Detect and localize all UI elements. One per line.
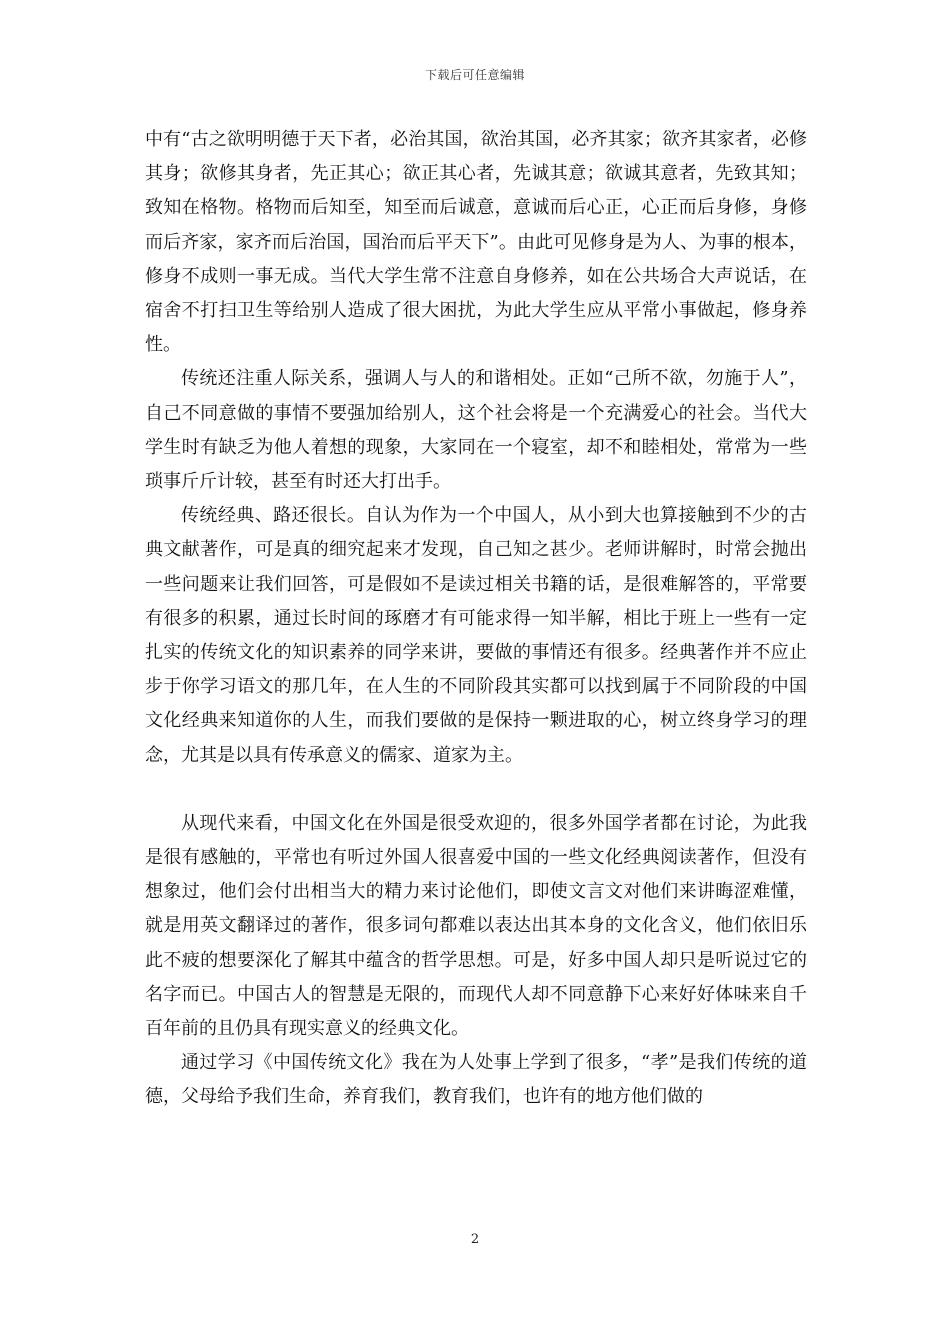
page-header: 下载后可任意编辑 xyxy=(424,68,525,82)
paragraph-modern-view: 从现代来看，中国文化在外国是很受欢迎的，很多外国学者都在讨论，为此我是很有感触的，平常也有听过外国人很喜爱中国的一些文化经典阅读著作，但没有想象过，他们会付出相当大的精力来讨论他们，即使文言文对他们来讲晦涩难懂，就是用英文翻译过的著作，很多词句都难以表达出其本身的文化含义，他们依旧乐此不疲的想要深化了解其中蕴含的哲学思想。可是，好多中国人却只是听说过它的名字而已。中国古人的智慧是无限的，而现代人却不同意静下心来好好体味来自千百年前的且仍具有现实意义的经典文化。 xyxy=(145,812,807,1040)
paragraph-classics-long-road: 传统经典、路还很长。自认为作为一个中国人，从小到大也算接触到不少的古典文献著作，可是真的细究起来才发现，自己知之甚少。老师讲解时，时常会抛出一些问题来让我们回答，可是假如不是读过相关书籍的话，是很难解答的，平常要有很多的积累，通过长时间的琢磨才有可能求得一知半解，相比于班上一些有一定扎实的传统文化的知识素养的同学来讲，要做的事情还有很多。经典著作并不应止步于你学习语文的那几年，在人生的不同阶段其实都可以找到属于不同阶段的中国文化经典来知道你的人生，而我们要做的是保持一颗进取的心，树立终身学习的理念，尤其是以具有传承意义的儒家、道家为主。 xyxy=(145,505,807,766)
page-number: 2 xyxy=(470,1232,480,1247)
paragraph-spacer xyxy=(145,773,807,807)
document-body xyxy=(145,123,807,1115)
paragraph-self-cultivation: 中有“古之欲明明德于天下者，必治其国，欲治其国，必齐其家；欲齐其家者，必修其身；欲修其身者，先正其心；欲正其心者，先诚其意；欲诚其意者，先致其知；致知在格物。格物而后知至，知至而后诚意，意诚而后心正，心正而后身修，身修而后齐家，家齐而后治国，国治而后平天下”。由此可见修身是为人、为事的根本，修身不成则一事无成。当代大学生常不注意自身修养，如在公共场合大声说话，在宿舍不打扫卫生等给别人造成了很大困扰，为此大学生应从平常小事做起，修身养性。 xyxy=(145,129,807,356)
paragraph-interpersonal-relations: 传统还注重人际关系，强调人与人的和谐相处。正如“己所不欲，勿施于人”，自己不同意做的事情不要强加给别人，这个社会将是一个充满爱心的社会。当代大学生时有缺乏为他人着想的现象，大家同在一个寝室，却不和睦相处，常常为一些琐事斤斤计较，甚至有时还大打出手。 xyxy=(145,368,807,493)
paragraph-filial-piety: 通过学习《中国传统文化》我在为人处事上学到了很多，“孝”是我们传统的道德，父母给予我们生命，养育我们，教育我们，也许有的地方他们做的 xyxy=(145,1052,807,1108)
